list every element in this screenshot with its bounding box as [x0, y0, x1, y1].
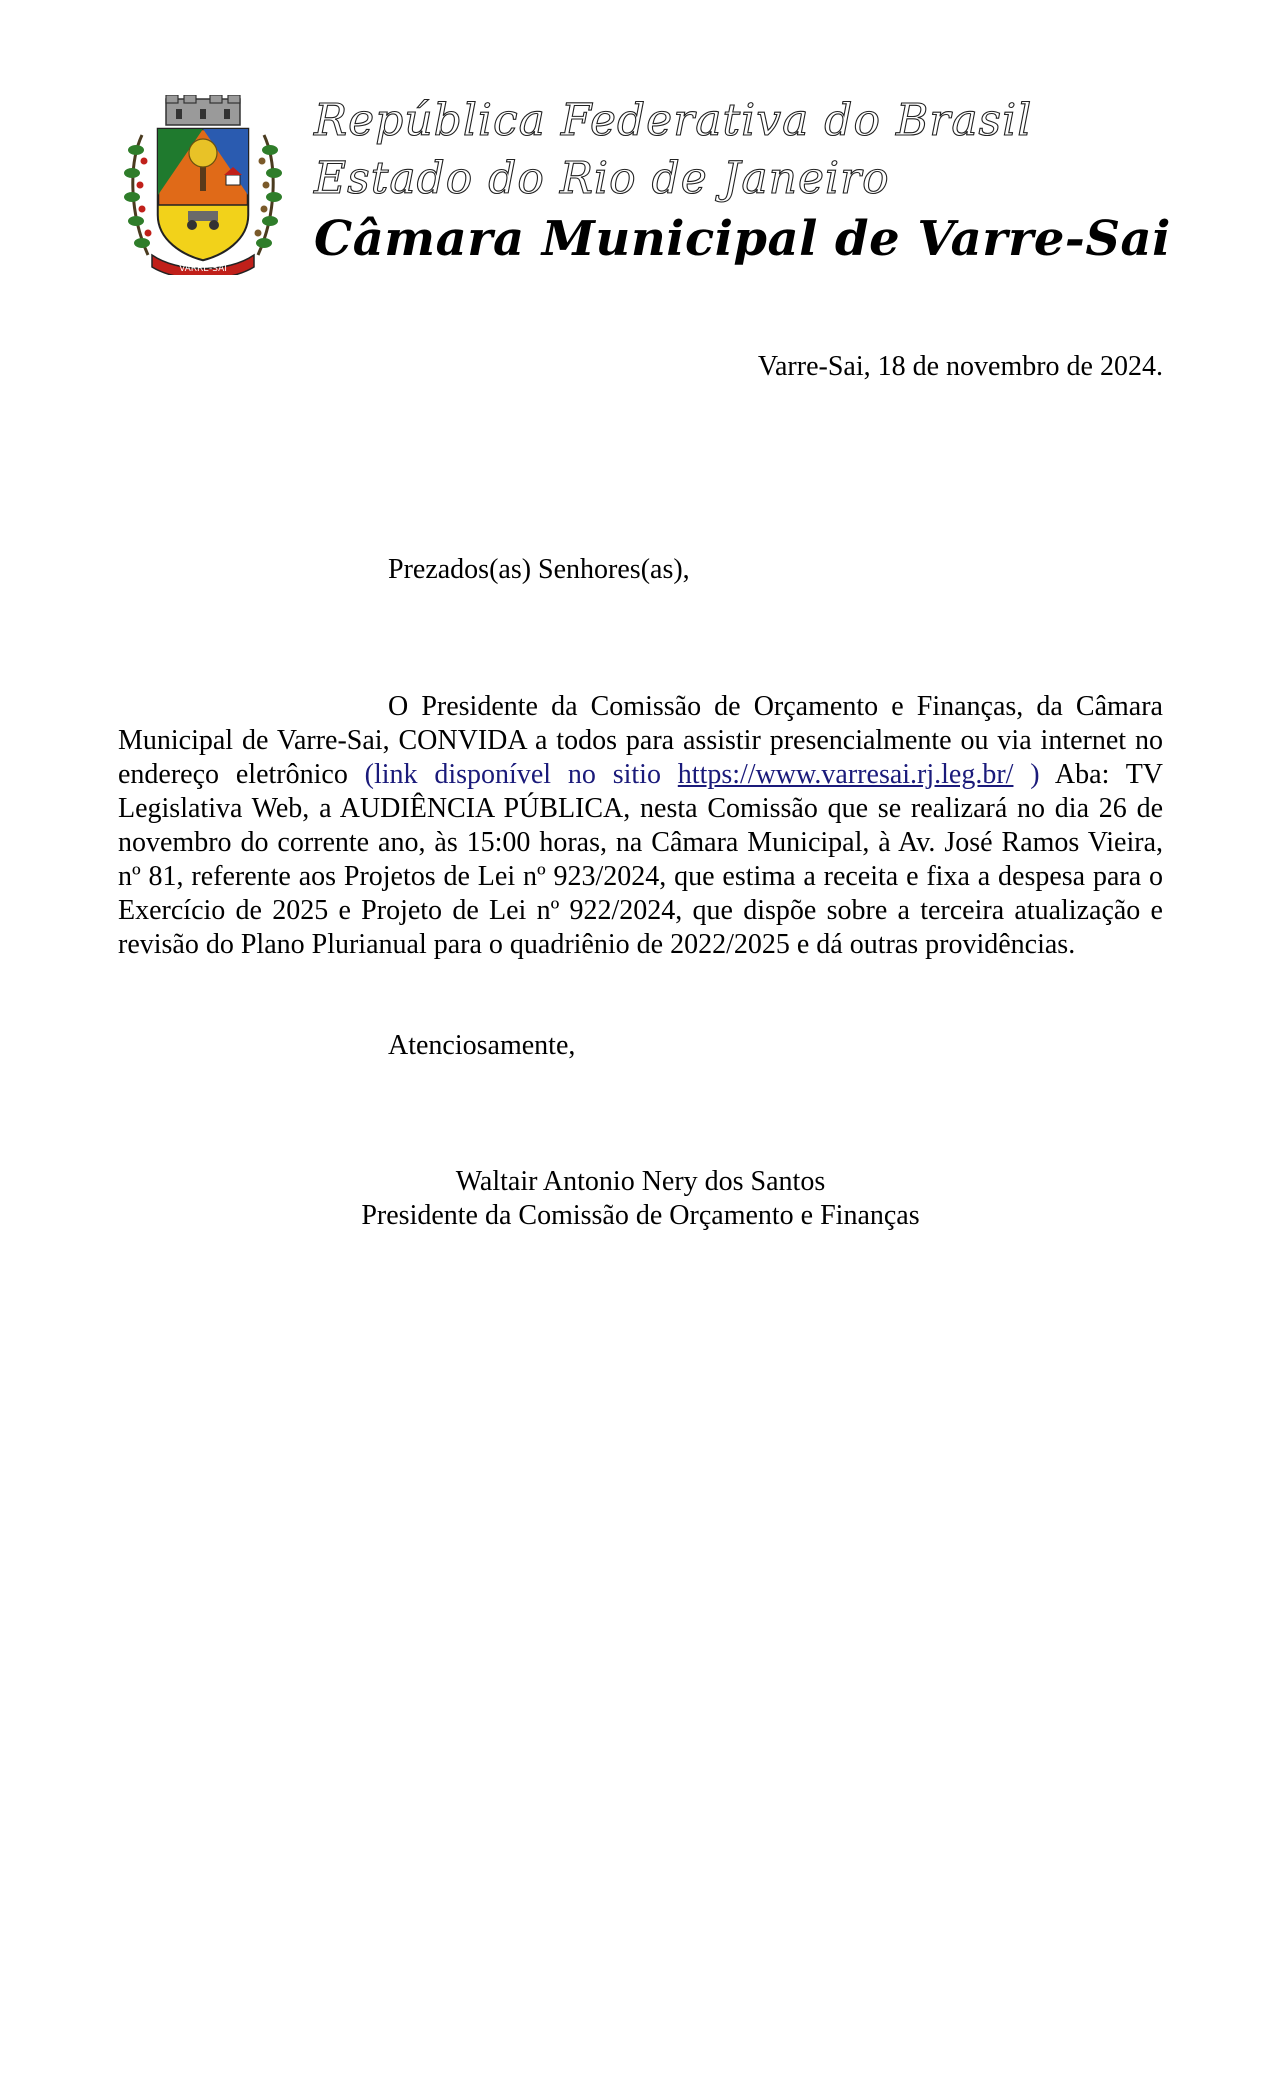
signature-block [118, 1165, 1163, 1233]
salutation: Prezados(as) Senhores(as), [388, 554, 690, 585]
letterhead [118, 95, 1171, 275]
shield [158, 129, 248, 260]
mural-crown [166, 95, 240, 125]
body-paragraph [118, 690, 1163, 962]
link-close: ) [1013, 759, 1040, 790]
link-note: (link disponível no sitio [364, 759, 678, 790]
left-branch [124, 135, 152, 255]
signature-title: Presidente da Comissão de Orçamento e Finanças [361, 1200, 920, 1231]
letterhead-republic: República Federativa do Brasil [314, 95, 1033, 146]
right-branch [255, 135, 283, 255]
body-text-part2: Aba: TV Legislativa Web, a AUDIÊNCIA PÚBLICA, nesta Comissão que se realizará no dia 26 de novembro do corrente ano, às 15:00 horas, na Câmara Municipal, à Av. José Ramos Vieira, nº 81, referente aos Projetos de Lei nº 923/2024, que estima a receita e fixa a despesa para o Exercício de 2025 e Projeto de Lei nº 922/2024, que dispõe sobre a terceira atualização e revisão do Plano Plurianual para o quadriênio de 2022/2025 e dá outras providências. [118, 759, 1164, 960]
signature-name: Waltair Antonio Nery dos Santos [455, 1166, 826, 1197]
letterhead-chamber: Câmara Municipal de Varre-Sai [314, 211, 1171, 267]
body-text-part1: O Presidente da Comissão de Orçamento e Finanças, da Câmara Municipal de Varre-Sai, CONVIDA a todos para assistir presencialmente ou via internet no endereço eletrônico [118, 691, 1163, 790]
date-line: Varre-Sai, 18 de novembro de 2024. [757, 351, 1163, 382]
svg-text:VARRE-SAI: VARRE-SAI [179, 264, 227, 274]
website-link[interactable]: https://www.varresai.rj.leg.br/ [677, 759, 1014, 790]
closing: Atenciosamente, [388, 1030, 576, 1061]
letterhead-state: Estado do Rio de Janeiro [314, 153, 890, 204]
coat-of-arms-icon [118, 95, 288, 275]
